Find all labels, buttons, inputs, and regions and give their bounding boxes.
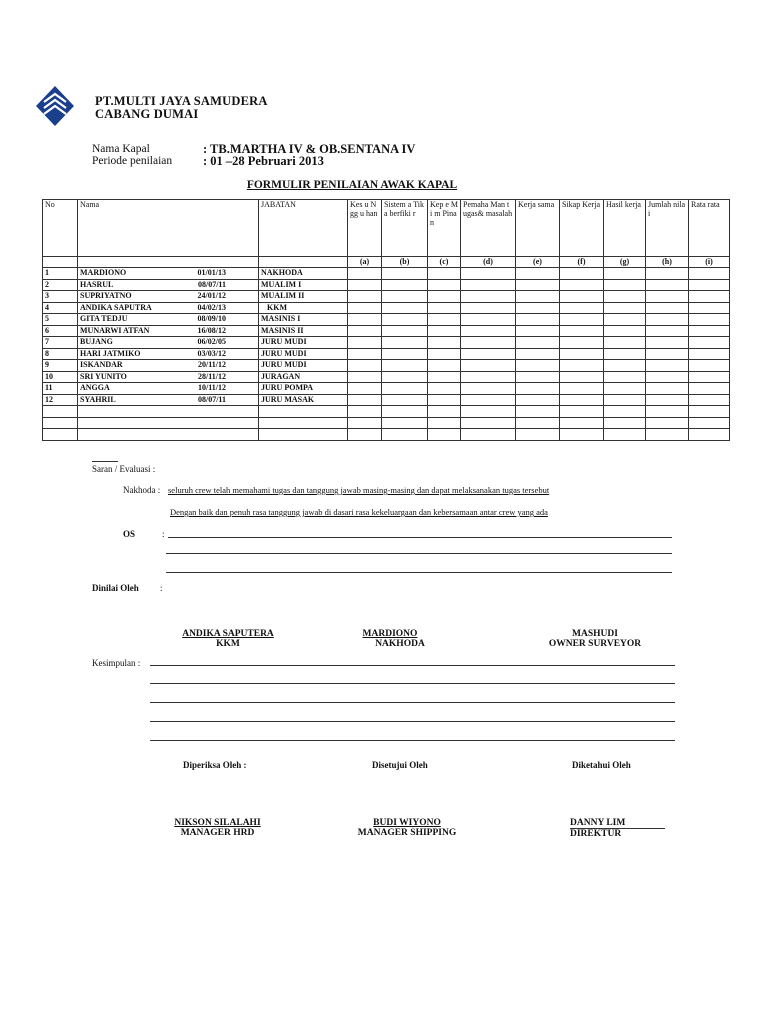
cell-score — [646, 429, 689, 441]
crew-date: 08/09/10 — [197, 314, 226, 323]
cell-score — [646, 417, 689, 429]
cell-score — [646, 383, 689, 395]
cell-score — [646, 314, 689, 326]
cell-role: MUALIM II — [259, 291, 348, 303]
cell-score — [78, 429, 259, 441]
cell-name — [78, 268, 259, 280]
code-row — [43, 257, 730, 268]
cell-score — [461, 429, 516, 441]
cell-score — [348, 406, 382, 418]
vessel-value: : TB.MARTHA IV & OB.SENTANA IV — [203, 142, 416, 156]
approver-name: DANNY LIM — [570, 818, 665, 829]
approver-name: NIKSON SILALAHI — [174, 818, 261, 828]
code-f: (f) — [560, 257, 604, 268]
cell-no: 3 — [43, 291, 78, 303]
cell-score — [43, 417, 78, 429]
assessor-1 — [168, 629, 288, 649]
cell-score — [382, 337, 428, 349]
cell-score — [516, 394, 560, 406]
header-g: Hasil kerja — [604, 200, 646, 257]
code-blank — [259, 257, 348, 268]
cell-score — [461, 314, 516, 326]
cell-score — [348, 383, 382, 395]
cell-score — [560, 394, 604, 406]
cell-score — [689, 268, 730, 280]
cell-score — [646, 337, 689, 349]
cell-score — [604, 360, 646, 372]
cell-score — [604, 314, 646, 326]
header-c: Kep e Mi m Pina n — [428, 200, 461, 257]
approver-2 — [342, 818, 472, 838]
crew-date: 06/02/05 — [197, 337, 226, 346]
cell-name — [78, 371, 259, 383]
cell-role: JURU MASAK — [259, 394, 348, 406]
cell-score — [604, 383, 646, 395]
code-h: (h) — [646, 257, 689, 268]
cell-score — [689, 348, 730, 360]
cell-no: 1 — [43, 268, 78, 280]
cell-no: 6 — [43, 325, 78, 337]
cell-score — [516, 417, 560, 429]
cell-score — [461, 302, 516, 314]
table-row — [43, 314, 730, 326]
cell-score — [461, 279, 516, 291]
code-g: (g) — [604, 257, 646, 268]
cell-score — [428, 348, 461, 360]
cell-score — [516, 325, 560, 337]
cell-no: 10 — [43, 371, 78, 383]
cell-role: JURU MUDI — [259, 337, 348, 349]
cell-score — [604, 291, 646, 303]
cell-score — [604, 394, 646, 406]
cell-score — [428, 279, 461, 291]
cell-no: 2 — [43, 279, 78, 291]
code-blank — [43, 257, 78, 268]
cell-score — [646, 279, 689, 291]
table-row — [43, 360, 730, 372]
cell-score — [348, 417, 382, 429]
cell-score — [646, 325, 689, 337]
cell-score — [516, 268, 560, 280]
cell-name — [78, 337, 259, 349]
cell-score — [348, 394, 382, 406]
cell-no: 12 — [43, 394, 78, 406]
assessor-3 — [540, 629, 650, 649]
cell-score — [646, 268, 689, 280]
period-label: Periode penilaian — [92, 155, 173, 167]
code-d: (d) — [461, 257, 516, 268]
approver-title: MANAGER HRD — [180, 828, 255, 838]
os-colon: : — [162, 529, 165, 539]
os-line — [166, 553, 672, 554]
cell-score — [689, 325, 730, 337]
cell-score — [646, 406, 689, 418]
cell-score — [428, 337, 461, 349]
cell-score — [428, 314, 461, 326]
cell-score — [646, 302, 689, 314]
cell-score — [348, 337, 382, 349]
evaluation-label: Saran / Evaluasi : — [92, 464, 156, 474]
table-row — [43, 394, 730, 406]
crew-name: SUPRIYATNO — [80, 291, 132, 300]
approver-1 — [160, 818, 275, 838]
cell-score — [560, 302, 604, 314]
cell-score — [689, 394, 730, 406]
cell-score — [560, 314, 604, 326]
cell-role: KKM — [259, 302, 348, 314]
crew-date: 24/01/12 — [197, 291, 226, 300]
company-logo-icon — [34, 84, 76, 128]
cell-score — [428, 371, 461, 383]
cell-score — [516, 371, 560, 383]
crew-date: 08/07/11 — [197, 394, 226, 404]
assessor-title: KKM — [216, 639, 240, 649]
table-row — [43, 348, 730, 360]
cell-score — [382, 383, 428, 395]
cell-score — [560, 337, 604, 349]
cell-score — [604, 371, 646, 383]
checked-by-label: Diperiksa Oleh : — [183, 760, 247, 770]
cell-score — [689, 429, 730, 441]
cell-score — [348, 429, 382, 441]
cell-score — [382, 360, 428, 372]
period-value: : 01 –28 Pebruari 2013 — [203, 154, 324, 168]
os-label: OS — [123, 529, 136, 539]
company-name: PT.MULTI JAYA SAMUDERA — [95, 94, 268, 108]
cell-score — [43, 406, 78, 418]
cell-score — [604, 348, 646, 360]
code-e: (e) — [516, 257, 560, 268]
assessed-label: Dinilai Oleh — [92, 583, 139, 593]
cell-score — [428, 268, 461, 280]
cell-score — [646, 360, 689, 372]
assessor-name: MARDIONO — [362, 629, 418, 639]
cell-score — [604, 417, 646, 429]
cell-score — [382, 325, 428, 337]
crew-date: 03/03/12 — [197, 348, 226, 358]
cell-no: 9 — [43, 360, 78, 372]
code-c: (c) — [428, 257, 461, 268]
cell-role: JURU MUDI — [259, 360, 348, 372]
cell-score — [560, 371, 604, 383]
table-row — [43, 383, 730, 395]
cell-score — [516, 291, 560, 303]
cell-role: JURU MUDI — [259, 348, 348, 360]
cell-score — [348, 291, 382, 303]
cell-score — [560, 348, 604, 360]
cell-score — [348, 268, 382, 280]
cell-score — [689, 417, 730, 429]
cell-score — [689, 314, 730, 326]
approver-name: BUDI WIYONO — [373, 818, 441, 828]
header-i: Rata rata — [689, 200, 730, 257]
conclusion-line — [150, 740, 675, 741]
table-row — [43, 325, 730, 337]
header-name: Nama — [78, 200, 259, 257]
table-header-row — [43, 200, 730, 257]
cell-score — [382, 429, 428, 441]
cell-score — [560, 429, 604, 441]
cell-score — [604, 406, 646, 418]
nakhoda-remark-line1: seluruh crew telah memahami tugas dan tanggung jawab masing-masing dan dapat melaksanakan tugas tersebut — [168, 485, 550, 495]
crew-date: 20/11/12 — [197, 360, 226, 369]
cell-name — [78, 279, 259, 291]
cell-score — [348, 302, 382, 314]
cell-score — [604, 302, 646, 314]
cell-score — [382, 291, 428, 303]
crew-date: 01/01/13 — [197, 268, 226, 277]
header-a: Kes u Ngg u han — [348, 200, 382, 257]
code-b: (b) — [382, 257, 428, 268]
nakhoda-remark-line2: Dengan baik dan penuh rasa tanggung jawab di dasari rasa kekeluargaan dan kebersamaan antar crew yang ada — [170, 507, 548, 517]
code-a: (a) — [348, 257, 382, 268]
os-line — [166, 572, 672, 573]
crew-name: SRI YUNITO — [80, 371, 127, 381]
cell-score — [348, 314, 382, 326]
approver-title: DIREKTUR — [570, 829, 622, 839]
assessor-name: ANDIKA SAPUTERA — [182, 629, 274, 639]
header-role: JABATAN — [259, 200, 348, 257]
assessed-colon: : — [160, 583, 163, 593]
cell-score — [560, 325, 604, 337]
cell-score — [604, 337, 646, 349]
table-row — [43, 268, 730, 280]
crew-date: 28/11/12 — [197, 371, 226, 381]
conclusion-label: Kesimpulan : — [92, 658, 141, 668]
cell-score — [689, 383, 730, 395]
cell-name — [78, 325, 259, 337]
cell-score — [428, 302, 461, 314]
cell-name — [78, 291, 259, 303]
cell-score — [382, 417, 428, 429]
cell-name — [78, 348, 259, 360]
conclusion-line — [150, 702, 675, 703]
cell-role: JURU POMPA — [259, 383, 348, 395]
crew-name: ANGGA — [80, 383, 110, 392]
cell-score — [78, 417, 259, 429]
cell-name — [78, 314, 259, 326]
approver-title: MANAGER SHIPPING — [357, 828, 457, 838]
nakhoda-label: Nakhoda : — [123, 485, 161, 495]
cell-score — [646, 291, 689, 303]
cell-role: JURAGAN — [259, 371, 348, 383]
cell-score — [461, 360, 516, 372]
form-title: FORMULIR PENILAIAN AWAK KAPAL — [246, 179, 458, 191]
cell-score — [461, 417, 516, 429]
crew-name: BUJANG — [80, 337, 113, 346]
cell-score — [689, 371, 730, 383]
table-row — [43, 417, 730, 429]
crew-date: 16/08/12 — [197, 325, 226, 335]
cell-score — [689, 337, 730, 349]
crew-date: 04/02/13 — [197, 302, 226, 312]
cell-name — [78, 383, 259, 395]
cell-score — [348, 360, 382, 372]
cell-score — [461, 291, 516, 303]
cell-role: NAKHODA — [259, 268, 348, 280]
cell-score — [382, 279, 428, 291]
cell-score — [428, 394, 461, 406]
cell-score — [259, 429, 348, 441]
cell-score — [382, 314, 428, 326]
cell-name — [78, 302, 259, 314]
header-b: Sistem a Tika berfiki r — [382, 200, 428, 257]
cell-score — [259, 417, 348, 429]
cell-score — [428, 360, 461, 372]
cell-score — [382, 406, 428, 418]
cell-score — [461, 383, 516, 395]
cell-score — [516, 279, 560, 291]
cell-score — [516, 429, 560, 441]
cell-score — [348, 325, 382, 337]
assessor-title: OWNER SURVEYOR — [548, 639, 642, 649]
cell-score — [461, 406, 516, 418]
cell-score — [428, 429, 461, 441]
cell-score — [78, 406, 259, 418]
conclusion-line — [150, 721, 675, 722]
cell-score — [604, 325, 646, 337]
cell-score — [461, 371, 516, 383]
cell-score — [428, 291, 461, 303]
crew-name: GITA TEDJU — [80, 314, 128, 323]
cell-score — [516, 406, 560, 418]
cell-score — [560, 417, 604, 429]
crew-name: MARDIONO — [80, 268, 127, 277]
cell-score — [461, 337, 516, 349]
cell-score — [348, 348, 382, 360]
assessor-2 — [345, 629, 435, 649]
table-row — [43, 291, 730, 303]
cell-score — [560, 291, 604, 303]
cell-score — [560, 406, 604, 418]
cell-score — [646, 394, 689, 406]
cell-score — [560, 360, 604, 372]
header-no: No — [43, 200, 78, 257]
evaluation-table — [42, 199, 730, 441]
cell-no: 8 — [43, 348, 78, 360]
assessor-title: NAKHODA — [375, 639, 425, 649]
header-d: Pemaha Man tugas& masalah — [461, 200, 516, 257]
cell-score — [461, 325, 516, 337]
cell-score — [428, 383, 461, 395]
cell-score — [646, 348, 689, 360]
table-row — [43, 302, 730, 314]
cell-score — [382, 268, 428, 280]
cell-score — [516, 314, 560, 326]
cell-role: MUALIM I — [259, 279, 348, 291]
cell-score — [382, 394, 428, 406]
cell-score — [428, 325, 461, 337]
code-blank — [78, 257, 259, 268]
conclusion-line — [150, 665, 675, 666]
cell-score — [461, 268, 516, 280]
assessor-name: MASHUDI — [572, 629, 618, 639]
cell-score — [382, 371, 428, 383]
table-row — [43, 406, 730, 418]
cell-score — [461, 348, 516, 360]
cell-score — [689, 406, 730, 418]
cell-no: 7 — [43, 337, 78, 349]
cell-score — [689, 302, 730, 314]
company-branch: CABANG DUMAI — [95, 107, 199, 121]
cell-role: MASINIS II — [259, 325, 348, 337]
cell-score — [689, 279, 730, 291]
header-e: Kerja sama — [516, 200, 560, 257]
cell-score — [646, 371, 689, 383]
cell-score — [259, 406, 348, 418]
cell-score — [689, 360, 730, 372]
table-row — [43, 279, 730, 291]
cell-score — [516, 360, 560, 372]
cell-score — [516, 302, 560, 314]
cell-score — [516, 383, 560, 395]
table-row — [43, 371, 730, 383]
crew-name: HASRUL — [80, 279, 114, 289]
cell-name — [78, 360, 259, 372]
crew-date: 10/11/12 — [197, 383, 226, 392]
cell-score — [348, 279, 382, 291]
cell-score — [604, 279, 646, 291]
cell-score — [461, 394, 516, 406]
divider — [92, 461, 118, 462]
cell-score — [43, 429, 78, 441]
cell-no: 4 — [43, 302, 78, 314]
conclusion-line — [150, 683, 675, 684]
cell-score — [382, 348, 428, 360]
crew-name: MUNARWI ATFAN — [80, 325, 150, 335]
cell-score — [560, 268, 604, 280]
known-by-label: Diketahui Oleh — [572, 760, 631, 770]
cell-score — [560, 279, 604, 291]
crew-name: ISKANDAR — [80, 360, 123, 369]
cell-no: 5 — [43, 314, 78, 326]
crew-date: 08/07/11 — [197, 279, 226, 289]
table-row — [43, 429, 730, 441]
cell-score — [604, 268, 646, 280]
cell-score — [560, 383, 604, 395]
cell-score — [516, 348, 560, 360]
header-h: Jumlah nilai — [646, 200, 689, 257]
cell-score — [348, 371, 382, 383]
header-f: Sikap Kerja — [560, 200, 604, 257]
crew-name: SYAHRIL — [80, 394, 116, 404]
cell-score — [428, 406, 461, 418]
approver-3 — [570, 818, 676, 839]
table-row — [43, 337, 730, 349]
vessel-label: Nama Kapal — [92, 143, 150, 155]
cell-name — [78, 394, 259, 406]
os-line — [168, 537, 672, 538]
cell-score — [689, 291, 730, 303]
approved-by-label: Disetujui Oleh — [372, 760, 428, 770]
cell-score — [516, 337, 560, 349]
cell-score — [382, 302, 428, 314]
crew-name: ANDIKA SAPUTRA — [80, 302, 152, 312]
cell-score — [604, 429, 646, 441]
code-i: (i) — [689, 257, 730, 268]
cell-no: 11 — [43, 383, 78, 395]
crew-name: HARI JATMIKO — [80, 348, 141, 358]
cell-role: MASINIS I — [259, 314, 348, 326]
cell-score — [428, 417, 461, 429]
